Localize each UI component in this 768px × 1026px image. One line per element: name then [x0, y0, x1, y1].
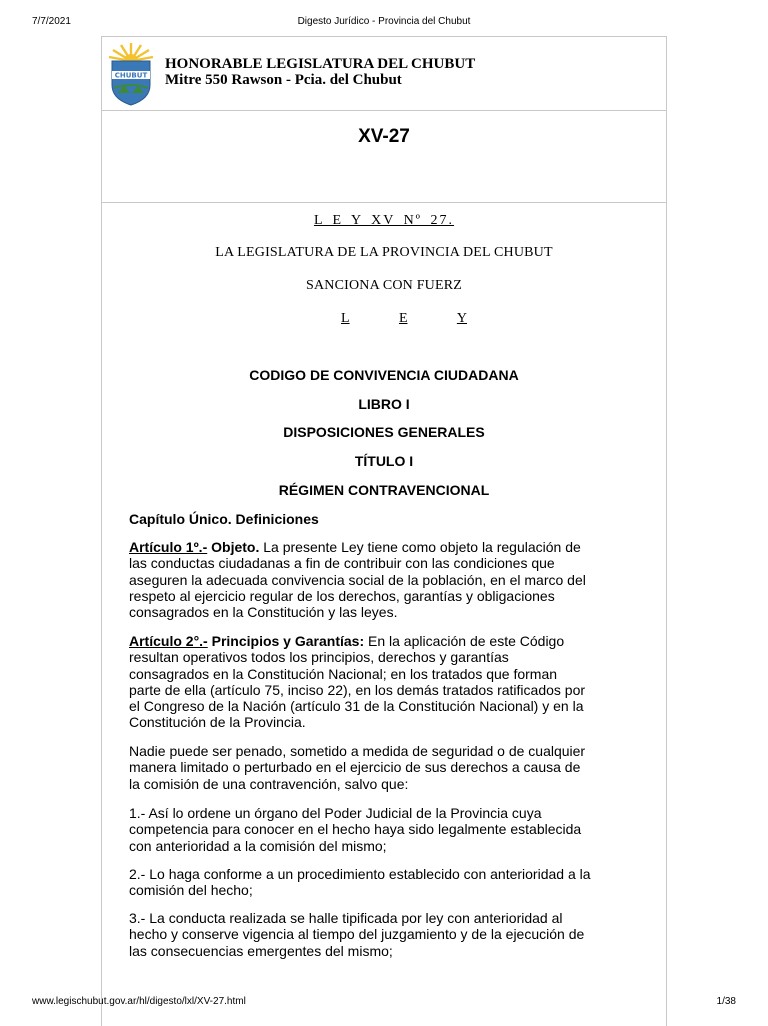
article-2 [129, 633, 645, 731]
article-text-line: En la aplicación de este Código [364, 633, 565, 649]
article-text-line: Constitución de la Provincia. [129, 714, 306, 731]
paragraph-line: 3.- La conducta realizada se halle tipificada por ley con anterioridad al [129, 910, 563, 926]
paragraph-line: comisión del hecho; [129, 882, 253, 899]
book-heading: LIBRO I [358, 396, 410, 412]
list-item-2 [129, 866, 645, 899]
article-text-line: resultan operativos todos los principios, derechos y garantías [129, 649, 509, 666]
list-item-3 [129, 910, 645, 959]
legislatura-line: LA LEGISLATURA DE LA PROVINCIA DEL CHUBUT [215, 245, 553, 260]
ley-number: L E Y XV Nº 27. [313, 213, 455, 228]
article-text-line: el Congreso de la Nación (artículo 31 de la Constitución Nacional) y en la [129, 698, 584, 715]
organization-name: HONORABLE LEGISLATURA DEL CHUBUT [165, 56, 476, 72]
article-lead: Objeto. [207, 539, 260, 555]
organization-address: Mitre 550 Rawson - Pcia. del Chubut [165, 72, 402, 88]
paragraph-line: 2.- Lo haga conforme a un procedimiento establecido con anterioridad a la [129, 866, 591, 882]
paragraph-line: la comisión de una contravención, salvo que: [129, 775, 409, 792]
article-lead: Principios y Garantías: [207, 633, 365, 649]
paragraph-line: 1.- Así lo ordene un órgano del Poder Judicial de la Provincia cuya [129, 805, 542, 821]
paragraph-line: Nadie puede ser penado, sometido a medida de seguridad o de cualquier [129, 743, 586, 759]
sanciona-line: SANCIONA CON FUERZ [305, 278, 463, 293]
ley-letter: L [341, 311, 350, 326]
ley-spaced-heading [341, 311, 467, 327]
article-text-line: consagrados en la Constitución y las leyes. [129, 604, 398, 621]
crest-label: CHUBUT [114, 71, 148, 80]
article-text-line: La presente Ley tiene como objeto la regulación de [259, 539, 581, 555]
article-text-line: respeto al ejercicio regular de los derechos, garantías y obligaciones [129, 587, 555, 604]
paragraph-line: las consecuencias emergentes del mismo; [129, 942, 393, 959]
paragraph-line: competencia para conocer en el hecho haya sido legalmente establecida [129, 821, 582, 838]
page-number: 1/38 [716, 996, 736, 1007]
ley-letter: E [398, 311, 408, 326]
paragraph-nadie [129, 743, 645, 792]
article-1 [129, 539, 645, 620]
paragraph-line: manera limitado o perturbado en el ejercicio de sus derechos a causa de [129, 759, 581, 776]
print-header [32, 16, 736, 30]
ley-letter: Y [456, 311, 467, 326]
code-title: CODIGO DE CONVIVENCIA CIUDADANA [249, 367, 519, 383]
article-label: Artículo 1º.- [129, 539, 208, 555]
legislature-header-text [165, 56, 475, 88]
paragraph-line: hecho y conserve vigencia al tiempo del juzgamiento y de la ejecución de [129, 926, 585, 943]
chubut-crest-icon [106, 41, 156, 107]
article-text-line: consagrados en la Constitución Nacional; en los tratados que forman [129, 665, 558, 682]
document-frame [101, 36, 667, 1026]
chapter-heading: Capítulo Único. Definiciones [129, 511, 319, 527]
print-date: 7/7/2021 [32, 16, 71, 27]
title-heading: TÍTULO I [354, 453, 414, 469]
print-footer [32, 996, 736, 1010]
list-item-1 [129, 805, 645, 854]
article-text-line: parte de ella (artículo 75, inciso 22), en los demás tratados ratificados por [129, 681, 586, 698]
section-heading: DISPOSICIONES GENERALES [283, 424, 485, 440]
paragraph-line: con anterioridad a la comisión del mismo; [129, 837, 387, 854]
print-page-title: Digesto Jurídico - Provincia del Chubut [297, 16, 471, 27]
law-code: XV-27 [358, 126, 410, 147]
legislature-header [102, 37, 666, 111]
article-label: Artículo 2°.- [129, 633, 208, 649]
article-text-line: las conductas ciudadanas a fin de contribuir con las condiciones que [129, 555, 555, 572]
print-url: www.legischubut.gov.ar/hl/digesto/lxl/XV-27.html [32, 996, 246, 1007]
regime-heading: RÉGIMEN CONTRAVENCIONAL [278, 482, 490, 498]
article-text-line: aseguren la adecuada convivencia social de la población, en el marco del [129, 571, 586, 588]
law-code-block [102, 111, 666, 203]
